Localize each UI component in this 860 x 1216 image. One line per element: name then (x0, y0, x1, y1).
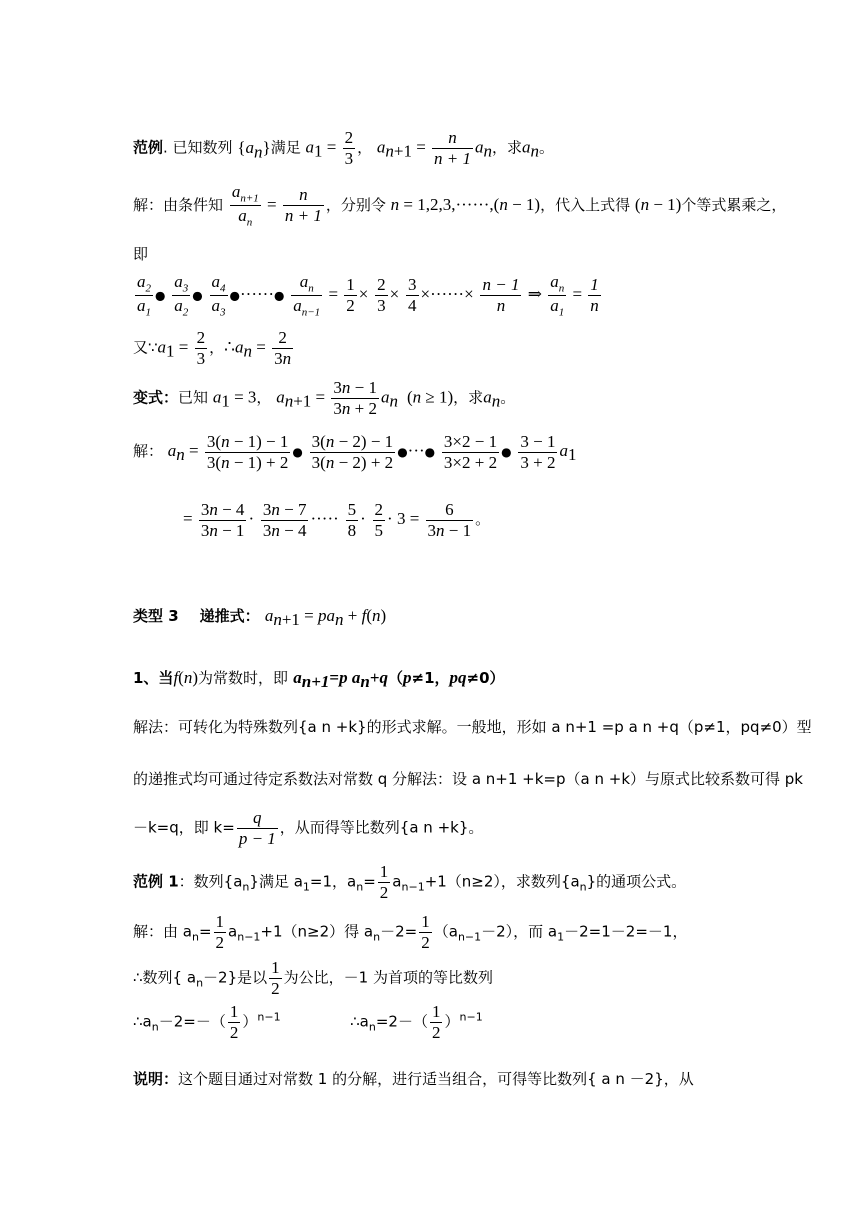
example1-label: 范例 1 (133, 872, 179, 891)
example1-conclusion-2: $\therefore a_n-2=-$（ $\frac{1}{2}$ ）$^{n-1}$ $\therefore a_n=2-$（ $\frac{1}{2}$ ）$^{n-1}$ (133, 1002, 483, 1042)
example1-line: 范例 1：数列$\{a_n\}$满足 $a_1=1$，$a_n=$ $\frac{1}{2}$ $a_{n-1}+1(n\ge 2)$，求数列$\{a_n\}$的通项公式。 (133, 862, 687, 902)
variant-line: 变式：已知 $a_1 = 3$， $a_{n+1}$ = $\frac{3n - 1}{3n + 2}$ $a_n$ (n ≥ 1)，求$a_n$。 (133, 378, 516, 418)
conclusion-line: 又$\because a_1$ = $\frac{2}{3}$ ，$\therefore a_n$ = $\frac{2}{3n}$ (133, 328, 292, 368)
ji-line: 即 (133, 245, 149, 263)
example-line: 范例. 已知数列 $\{a_n\}$满足 $a_1$ = $\frac{2}{3}$ ， $a_{n+1}$ = $\frac{n}{n + 1}$ $a_n$，求$a_n$。 (133, 128, 555, 168)
example-label: 范例 (133, 138, 164, 157)
type3-heading: 类型 3 递推式： $a_{n+1} = pa_n + f(n)$ (133, 606, 387, 629)
method-line-3: －k=q，即 k= $\frac{q}{p - 1}$ ，从而得等比数列{a n +k}。 (133, 808, 484, 848)
product-line: $\frac{a_2}{a_1}$ ● $\frac{a_3}{a_2}$ ● $\frac{a_4}{a_3}$ ●······● $\frac{a_n}{a_{n-1}}$ = $\frac{1}{2}$ × $\frac{2}{3}$ × $\frac{3}{4}$ ×······× $\frac{n - 1}{n}$ ⇒ $\frac{a_n}{a_1}$ = $\frac{1}{n}$ (137, 272, 599, 319)
example1-solution-line: 解：由 $a_n=$ $\frac{1}{2}$ $a_{n-1}+1(n\ge 2)$得 $a_n-2=$ $\frac{1}{2}$ $(a_{n-1}-2)$，而 $a_1-2=1-2=-1$， (133, 912, 688, 952)
variant-label: 变式： (133, 388, 179, 407)
method-line-1: 解法：可转化为特殊数列{a n +k}的形式求解。一般地，形如 a n+1 =p a n +q（p≠1，pq≠0）型 (133, 718, 812, 736)
note-line: 说明：这个题目通过对常数 1 的分解，进行适当组合，可得等比数列{ a n －2}，从 (133, 1070, 694, 1088)
case1-heading: 1、当f(n)为常数时，即 $a_{n+1}=p$ $a_n+q(p\ne 1$，pq≠0） (133, 668, 505, 691)
variant-solution-line-2: = $\frac{3n - 4}{3n - 1}$ · $\frac{3n - 7}{3n - 4}$ ····· $\frac{5}{8}$ · $\frac{2}{5}$ · 3 = $\frac{6}{3n - 1}$ 。 (183, 500, 491, 540)
method-line-2: 的递推式均可通过待定系数法对常数 q 分解法：设 a n+1 +k=p（a n +k）与原式比较系数可得 pk (133, 770, 803, 788)
solution-line-1: 解：由条件知 $\frac{a_{n+1}}{a_n}$ = $\frac{n}{n + 1}$ ，分别令 n = 1,2,3,······,(n − 1)，代入上式得 (n − 1)个等式累乘之， (133, 182, 787, 229)
variant-solution-line-1: 解： $a_n$ = $\frac{3(n - 1) - 1}{3(n - 1) + 2}$ ● $\frac{3(n - 2) - 1}{3(n - 2) + 2}$ ●···● $\frac{3\times 2 - 1}{3\times 2 + 2}$ ● $\frac{3 - 1}{3 + 2}$ $a_1$ (133, 432, 577, 472)
note-label: 说明： (133, 1070, 179, 1088)
example1-conclusion-1: ∴数列{ $a_n-2$}是以 $\frac{1}{2}$ 为公比，－1 为首项的等比数列 (133, 958, 493, 998)
type3-label: 类型 3 (133, 607, 179, 625)
